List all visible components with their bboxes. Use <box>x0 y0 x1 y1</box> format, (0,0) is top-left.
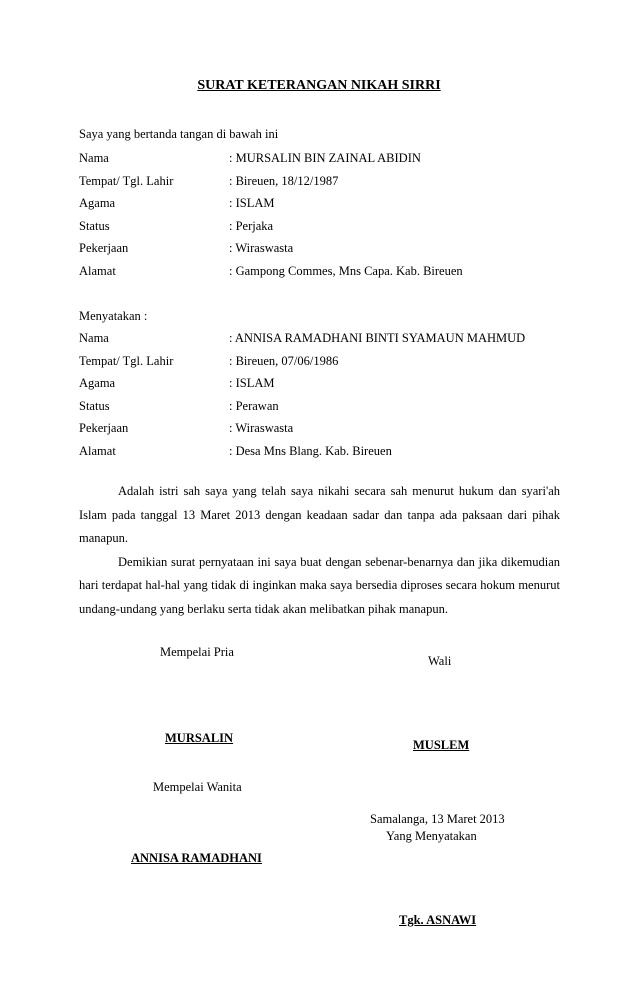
declarant-signature-role: Yang Menyatakan <box>386 829 477 843</box>
bride-status-label: Status <box>79 399 110 413</box>
bride-birth-value: : Bireuen, 07/06/1986 <box>229 354 339 368</box>
groom-name-value: : MURSALIN BIN ZAINAL ABIDIN <box>229 151 421 165</box>
bride-signature-role: Mempelai Wanita <box>153 780 242 794</box>
bride-signature-name: ANNISA RAMADHANI <box>131 851 262 865</box>
statement-paragraph-1: Adalah istri sah saya yang telah saya nikahi secara sah menurut hukum dan syari'ah Islam pada tanggal 13 Maret 2013 dengan keadaan sadar dan tanpa ada paksaan dari pihak manapun. <box>79 484 560 545</box>
bride-address-label: Alamat <box>79 444 116 458</box>
groom-status-label: Status <box>79 219 110 233</box>
statement-paragraph-2: Demikian surat pernyataan ini saya buat dengan sebenar-benarnya dan jika dikemudian hari terdapat hal-hal yang tidak di inginkan maka saya bersedia diproses secara hokum menurut undang-undang yang berlaku serta tidak akan melibatkan pihak manapun. <box>79 554 560 616</box>
intro-text: Saya yang bertanda tangan di bawah ini <box>79 127 279 141</box>
declares-text: Menyatakan : <box>79 309 148 323</box>
groom-address-label: Alamat <box>79 264 116 278</box>
groom-religion-value: : ISLAM <box>229 196 275 210</box>
groom-birth-label: Tempat/ Tgl. Lahir <box>79 174 174 188</box>
groom-signature-role: Mempelai Pria <box>160 645 234 659</box>
bride-religion-value: : ISLAM <box>229 376 275 390</box>
document-title: SURAT KETERANGAN NIKAH SIRRI <box>197 78 441 93</box>
bride-status-value: : Perawan <box>229 399 279 413</box>
bride-job-label: Pekerjaan <box>79 421 129 435</box>
guardian-signature-role: Wali <box>428 654 452 668</box>
groom-job-value: : Wiraswasta <box>229 241 294 255</box>
groom-name-label: Nama <box>79 151 109 165</box>
bride-job-value: : Wiraswasta <box>229 421 294 435</box>
groom-address-value: : Gampong Commes, Mns Capa. Kab. Bireuen <box>229 264 463 278</box>
groom-religion-label: Agama <box>79 196 116 210</box>
declarant-signature-name: Tgk. ASNAWI <box>399 913 477 927</box>
groom-job-label: Pekerjaan <box>79 241 129 255</box>
bride-religion-label: Agama <box>79 376 116 390</box>
bride-name-label: Nama <box>79 331 109 345</box>
bride-address-value: : Desa Mns Blang. Kab. Bireuen <box>229 444 392 458</box>
bride-name-value: : ANNISA RAMADHANI BINTI SYAMAUN MAHMUD <box>229 331 526 345</box>
guardian-signature-name: MUSLEM <box>413 738 470 752</box>
groom-status-value: : Perjaka <box>229 219 274 233</box>
place-date: Samalanga, 13 Maret 2013 <box>370 812 505 826</box>
statement-body <box>79 480 560 621</box>
groom-signature-name: MURSALIN <box>165 731 234 745</box>
bride-birth-label: Tempat/ Tgl. Lahir <box>79 354 174 368</box>
groom-birth-value: : Bireuen, 18/12/1987 <box>229 174 339 188</box>
